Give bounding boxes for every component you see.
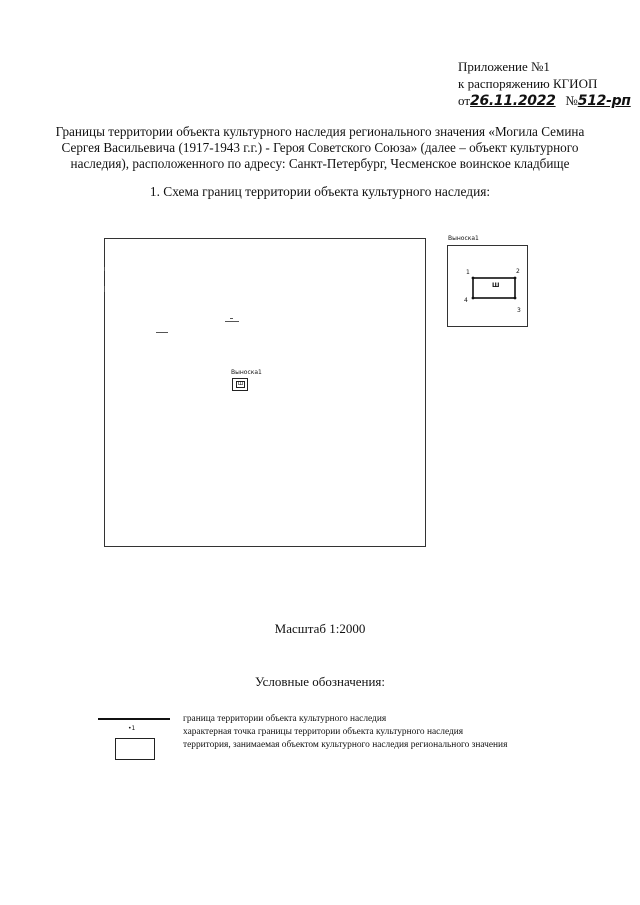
boundary-point-3 [514, 297, 517, 300]
section-title: 1. Схема границ территории объекта культурного наследия: [149, 184, 491, 199]
callout-label: Выноска1 [231, 369, 262, 376]
appendix-block [458, 58, 631, 110]
date-prefix: от [458, 93, 471, 108]
legend-territory-box [115, 738, 155, 760]
handwritten-date: 26.11.2022 [470, 93, 556, 109]
legend-point-symbol: •1 [128, 725, 136, 732]
point-label-3: 3 [517, 307, 521, 314]
point-label-2: 2 [516, 268, 520, 275]
map-scale: Масштаб 1:2000 [274, 621, 366, 636]
title-line-1: Границы территории объекта культурного наследия регионального значения «Могила Семина [55, 124, 585, 139]
inset-callout [447, 245, 528, 327]
boundary-map [104, 238, 426, 547]
inset-boundary-diagram [448, 246, 527, 326]
boundary-point-2 [514, 277, 517, 280]
document-title [40, 124, 600, 172]
map-speck [104, 267, 105, 271]
legend-boundary-line [98, 718, 170, 720]
legend-title: Условные обозначения: [254, 674, 386, 689]
handwritten-number: 512-рп [577, 93, 631, 109]
map-speck [156, 332, 168, 333]
point-label-1: 1 [466, 269, 470, 276]
legend-item-territory: территория, занимаемая объектом культурного наследия регионального значения [183, 740, 508, 750]
inset-center-label: Ш [492, 282, 500, 289]
map-speck [225, 321, 239, 322]
title-line-3: наследия), расположенного по адресу: Санкт-Петербург, Чесменское воинское кладбище [70, 156, 570, 171]
title-line-2: Сергея Васильевича (1917-1943 г.г.) - Героя Советского Союза» (далее – объект культурного [61, 140, 579, 155]
appendix-title: Приложение №1 [458, 59, 550, 74]
map-speck [230, 318, 233, 319]
inset-label: Выноска1 [448, 235, 479, 242]
point-label-4: 4 [464, 297, 468, 304]
appendix-reference: к распоряжению КГИОП [458, 76, 598, 91]
number-prefix: № [565, 93, 578, 108]
boundary-point-4 [472, 297, 475, 300]
map-speck [104, 286, 105, 292]
object-territory-marker: Ш [237, 381, 244, 387]
legend-item-boundary: граница территории объекта культурного наследия [183, 714, 387, 724]
boundary-point-1 [472, 277, 475, 280]
legend-item-point: характерная точка границы территории объекта культурного наследия [183, 727, 464, 737]
callout-box [232, 378, 248, 391]
appendix-date-line [458, 92, 631, 110]
